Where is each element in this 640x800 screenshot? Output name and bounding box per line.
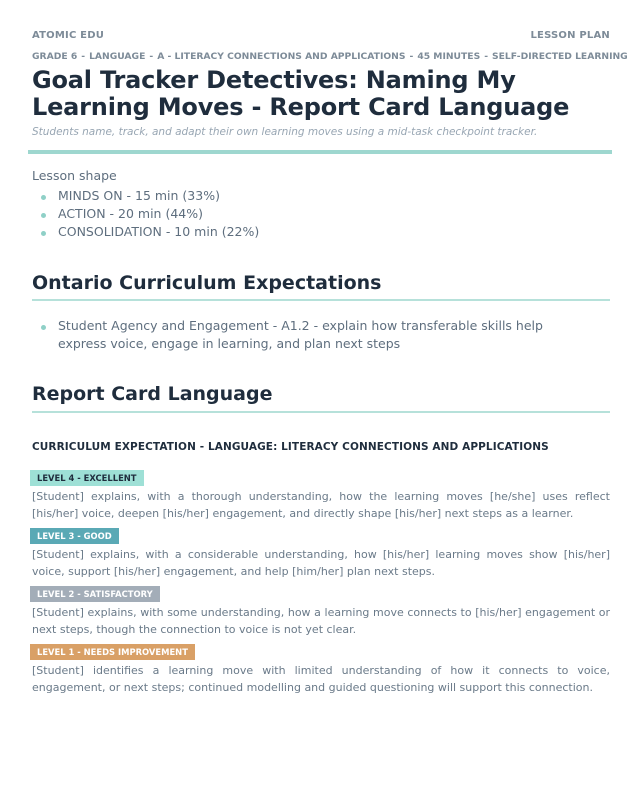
curriculum-divider: [32, 299, 610, 301]
brand-name: ATOMIC EDU: [32, 30, 105, 41]
level-4-description: [Student] explains, with a thorough understanding, how the learning moves [he/she] uses reflect [his/her] voice, deepen [his/her] engagement, and directly shape [his/her] next steps as a learner.: [32, 490, 610, 520]
level-1-description: [Student] identifies a learning move with limited understanding of how it connects to voice, engagement, or next steps; continued modelling and guided questioning will support this connection.: [32, 664, 610, 694]
meta-duration: 45 MINUTES: [417, 51, 481, 62]
expectation-subheading: CURRICULUM EXPECTATION - LANGUAGE: LITERACY CONNECTIONS AND APPLICATIONS: [32, 441, 549, 453]
bullet-dot-icon: [41, 195, 46, 200]
bullet-dot-icon: [41, 213, 46, 218]
lesson-shape-item: MINDS ON - 15 min (33%): [58, 188, 220, 203]
lesson-shape-item: CONSOLIDATION - 10 min (22%): [58, 224, 260, 239]
top-bar: [32, 30, 610, 41]
level-2-badge: LEVEL 2 - SATISFACTORY: [30, 586, 160, 602]
level-3-description: [Student] explains, with a considerable understanding, how [his/her] learning moves show [his/her] voice, support [his/her] engagement, and help [him/her] plan next steps.: [32, 548, 610, 578]
meta-separator: -: [81, 51, 86, 62]
list-item: [32, 187, 259, 205]
document-type: LESSON PLAN: [530, 30, 610, 41]
level-4-badge: LEVEL 4 - EXCELLENT: [30, 470, 144, 486]
meta-strand: A - LITERACY CONNECTIONS AND APPLICATIONS: [157, 51, 406, 62]
page-subtitle: Students name, track, and adapt their own learning moves using a mid-task checkpoint tracker.: [32, 126, 538, 138]
meta-separator: -: [149, 51, 154, 62]
title-divider: [28, 150, 612, 154]
report-card-heading: Report Card Language: [32, 383, 273, 405]
level-3-badge: LEVEL 3 - GOOD: [30, 528, 119, 544]
curriculum-list: [32, 317, 592, 353]
meta-mode: SELF-DIRECTED LEARNING: [492, 51, 628, 62]
meta-subject: LANGUAGE: [89, 51, 146, 62]
meta-grade: GRADE 6: [32, 51, 78, 62]
curriculum-heading: Ontario Curriculum Expectations: [32, 272, 382, 294]
meta-separator: -: [484, 51, 489, 62]
lesson-shape-list: [32, 187, 259, 241]
level-2-description: [Student] explains, with some understanding, how a learning move connects to [his/her] engagement or next steps, though the connection to voice is not yet clear.: [32, 606, 610, 636]
report-card-divider: [32, 411, 610, 413]
bullet-dot-icon: [41, 231, 46, 236]
list-item: [32, 317, 592, 353]
list-item: [32, 205, 259, 223]
curriculum-item: Student Agency and Engagement - A1.2 - explain how transferable skills help express voice, engage in learning, and plan next steps: [58, 318, 543, 351]
lesson-shape-item: ACTION - 20 min (44%): [58, 206, 203, 221]
list-item: [32, 223, 259, 241]
lesson-meta: [32, 51, 628, 62]
lesson-shape-label: Lesson shape: [32, 168, 117, 183]
page-title: Goal Tracker Detectives: Naming My Learning Moves - Report Card Language: [32, 66, 570, 121]
level-1-badge: LEVEL 1 - NEEDS IMPROVEMENT: [30, 644, 195, 660]
meta-separator: -: [409, 51, 414, 62]
bullet-dot-icon: [41, 325, 46, 330]
